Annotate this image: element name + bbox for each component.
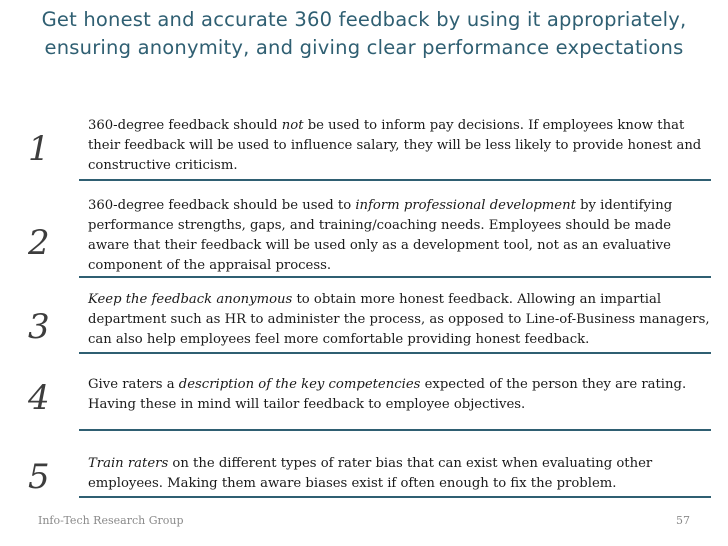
item-text-run: on the different types of rater bias that can exist when evaluating other employees. Making them aware biases exist if often enough to fix the problem.: [88, 456, 653, 491]
footer-organization: Info-Tech Research Group: [38, 514, 184, 527]
item-number: 2: [28, 224, 50, 262]
item-text-run: Give raters a: [88, 377, 179, 392]
page-number: 57: [676, 514, 690, 527]
item-number: 3: [28, 308, 50, 346]
item-text: [88, 196, 714, 276]
slide-title-line-1: Get honest and accurate 360 feedback by using it appropriately,: [41, 8, 687, 31]
item-divider: [79, 179, 711, 181]
item-number: 5: [28, 458, 50, 496]
item-emphasis: Keep the feedback anonymous: [88, 292, 293, 307]
item-text: [88, 454, 714, 494]
item-number: 1: [28, 130, 50, 168]
item-emphasis: not: [281, 118, 304, 133]
item-text: [88, 116, 714, 176]
item-emphasis: inform professional development: [355, 198, 576, 213]
item-text-run: expected of the person they are rating. Having these in mind will tailor feedback to employee objectives.: [88, 377, 687, 412]
item-emphasis: Train raters: [88, 456, 169, 471]
slide-title: [0, 6, 728, 62]
slide-title-line-2: ensuring anonymity, and giving clear performance expectations: [44, 36, 684, 59]
item-text-run: to obtain more honest feedback. Allowing an impartial department such as HR to administer the process, as opposed to Line-of-Business managers, can also help employees feel more comfortable providing honest feedback.: [88, 292, 710, 347]
item-text: [88, 290, 714, 350]
item-text: [88, 375, 714, 415]
item-text-run: 360-degree feedback should be used to: [88, 198, 356, 213]
item-number: 4: [28, 379, 50, 417]
item-divider: [79, 496, 711, 498]
item-text-run: 360-degree feedback should: [88, 118, 282, 133]
item-divider: [79, 276, 711, 278]
item-divider: [79, 352, 711, 354]
item-text-run: be used to inform pay decisions. If employees know that their feedback will be used to influence salary, they will be less likely to provide honest and constructive criticism.: [88, 118, 702, 173]
item-emphasis: description of the key competencies: [178, 377, 421, 392]
item-text-run: by identifying performance strengths, gaps, and training/coaching needs. Employees should be made aware that their feedback will be used only as a development tool, not as an evaluative component of the appraisal process.: [88, 198, 673, 273]
item-divider: [79, 429, 711, 431]
